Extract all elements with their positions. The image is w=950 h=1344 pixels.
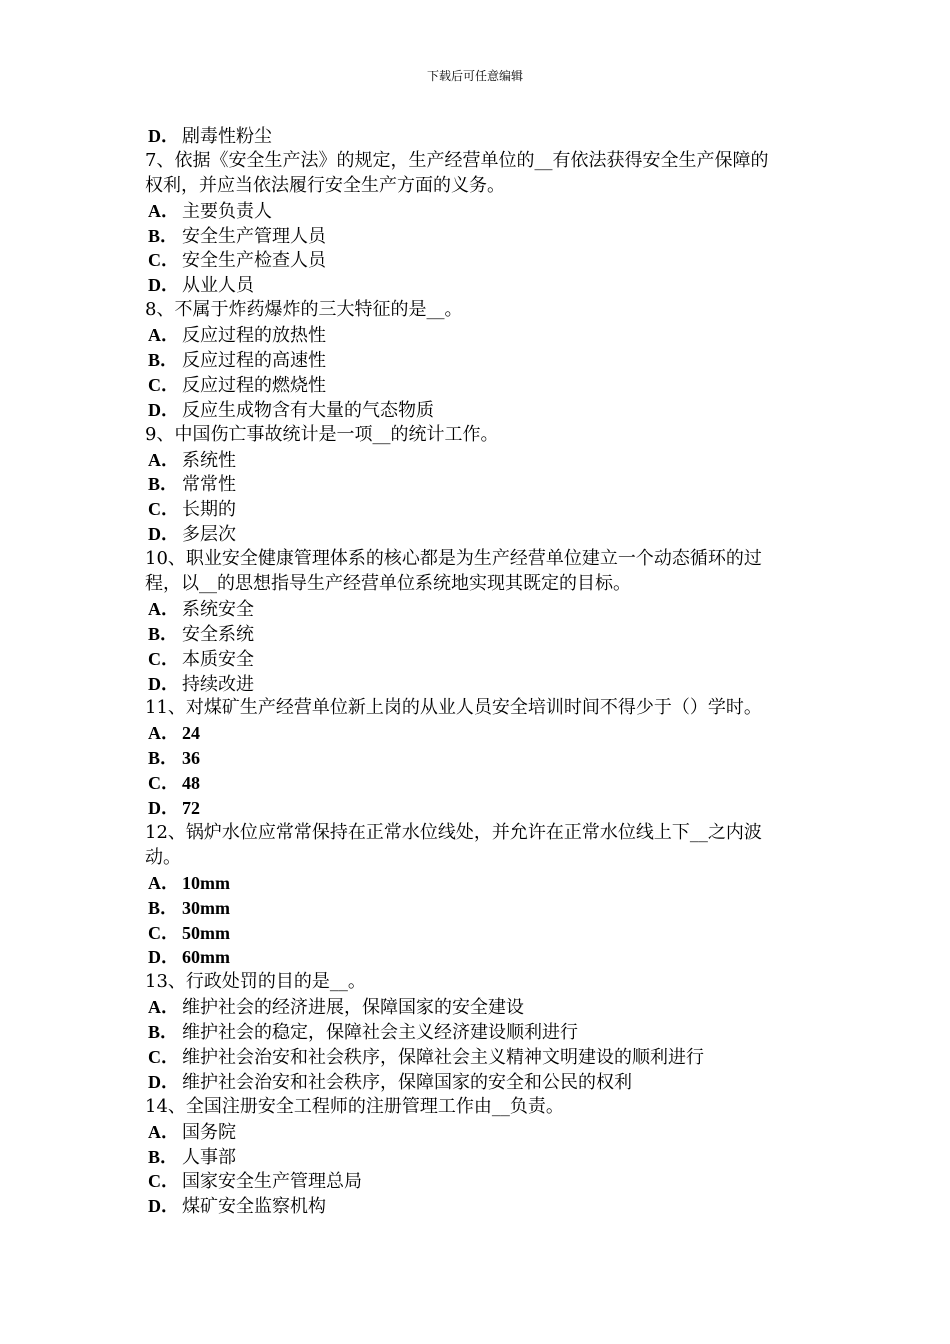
- option-text: 煤矿安全监察机构: [182, 1196, 326, 1218]
- answer-option: [145, 248, 815, 273]
- option-letter: C．: [148, 1171, 179, 1192]
- answer-option: [145, 348, 815, 373]
- answer-option: [145, 323, 815, 348]
- option-letter: C．: [148, 374, 179, 395]
- answer-option: [145, 945, 815, 970]
- option-letter: B．: [148, 1022, 179, 1043]
- option-text: 反应过程的燃烧性: [182, 374, 326, 396]
- answer-option: [145, 771, 815, 796]
- answer-option: [145, 672, 815, 697]
- option-letter: B．: [148, 225, 179, 246]
- option-text: 安全生产检查人员: [182, 250, 326, 272]
- answer-option: [145, 522, 815, 547]
- option-text: 24: [182, 723, 200, 744]
- option-text: 维护社会的经济进展，保障国家的安全建设: [182, 997, 524, 1019]
- option-text: 从业人员: [182, 275, 254, 297]
- option-letter: A．: [148, 449, 179, 470]
- option-text: 36: [182, 748, 200, 769]
- option-text: 持续改进: [182, 673, 254, 695]
- option-letter: A．: [148, 325, 179, 346]
- question-text: 7、依据《安全生产法》的规定，生产经营单位的__有依法获得安全生产保障的: [145, 149, 769, 171]
- option-letter: D．: [148, 126, 179, 146]
- question-text: 13、行政处罚的目的是__。: [145, 971, 366, 993]
- option-text: 维护社会治安和社会秩序，保障社会主义精神文明建设的顺利进行: [182, 1046, 704, 1068]
- answer-option: [145, 224, 815, 249]
- option-letter: A．: [148, 872, 179, 893]
- question-text: 10、职业安全健康管理体系的核心都是为生产经营单位建立一个动态循环的过: [145, 548, 762, 570]
- option-text: 主要负责人: [182, 200, 272, 222]
- answer-option: [145, 1020, 815, 1045]
- answer-option: [145, 472, 815, 497]
- option-letter: B．: [148, 623, 179, 644]
- question-text: 12、锅炉水位应常常保持在正常水位线处，并允许在正常水位线上下__之内波: [145, 821, 762, 843]
- answer-option: [145, 622, 815, 647]
- option-letter: D．: [148, 524, 179, 545]
- question-text: 9、中国伤亡事故统计是一项__的统计工作。: [145, 423, 499, 445]
- option-letter: D．: [148, 798, 179, 819]
- answer-option: [145, 597, 815, 622]
- question-text: 程，以__的思想指导生产经营单位系统地实现其既定的目标。: [145, 573, 631, 595]
- option-text: 人事部: [182, 1146, 236, 1168]
- answer-option: [145, 273, 815, 298]
- option-text: 反应过程的高速性: [182, 350, 326, 372]
- answer-option: [145, 647, 815, 672]
- answer-option: [145, 721, 815, 746]
- answer-option: [145, 896, 815, 921]
- answer-option: [145, 746, 815, 771]
- answer-option: [145, 1045, 815, 1070]
- option-letter: A．: [148, 1121, 179, 1142]
- option-letter: C．: [148, 250, 179, 271]
- answer-option: [145, 921, 815, 946]
- question-text: 8、不属于炸药爆炸的三大特征的是__。: [145, 299, 463, 321]
- answer-option: [145, 124, 815, 149]
- answer-option: [145, 1070, 815, 1095]
- option-text: 30mm: [182, 897, 230, 918]
- option-text: 反应过程的放热性: [182, 325, 326, 347]
- option-letter: D．: [148, 399, 179, 420]
- option-text: 维护社会的稳定，保障社会主义经济建设顺利进行: [182, 1022, 578, 1044]
- answer-option: [145, 1145, 815, 1170]
- option-text: 国家安全生产管理总局: [182, 1171, 362, 1193]
- question-text: 动。: [145, 846, 181, 868]
- option-text: 50mm: [182, 922, 230, 943]
- option-letter: C．: [148, 922, 179, 943]
- option-text: 反应生成物含有大量的气态物质: [182, 399, 434, 421]
- answer-option: [145, 497, 815, 522]
- answer-option: [145, 398, 815, 423]
- option-text: 安全生产管理人员: [182, 225, 326, 247]
- option-letter: D．: [148, 673, 179, 694]
- option-text: 维护社会治安和社会秩序，保障国家的安全和公民的权利: [182, 1071, 632, 1093]
- option-letter: C．: [148, 648, 179, 669]
- answer-option: [145, 199, 815, 224]
- answer-option: [145, 796, 815, 821]
- option-letter: C．: [148, 773, 179, 794]
- option-letter: D．: [148, 275, 179, 296]
- option-letter: D．: [148, 1071, 179, 1092]
- answer-option: [145, 373, 815, 398]
- answer-option: [145, 1194, 815, 1219]
- option-text: 多层次: [182, 524, 236, 546]
- option-letter: A．: [148, 200, 179, 221]
- option-text: 系统性: [182, 449, 236, 471]
- option-letter: C．: [148, 499, 179, 520]
- option-letter: B．: [148, 474, 179, 495]
- page-header-note: 下载后可任意编辑: [426, 69, 523, 83]
- answer-option: [145, 448, 815, 473]
- option-letter: A．: [148, 723, 179, 744]
- option-text: 国务院: [182, 1121, 236, 1143]
- answer-option: [145, 995, 815, 1020]
- option-letter: D．: [148, 947, 179, 968]
- option-text: 常常性: [182, 474, 236, 496]
- option-text: 剧毒性粉尘: [182, 126, 272, 147]
- option-text: 本质安全: [182, 648, 254, 670]
- option-text: 48: [182, 773, 200, 794]
- option-letter: B．: [148, 350, 179, 371]
- option-letter: B．: [148, 897, 179, 918]
- option-letter: A．: [148, 598, 179, 619]
- question-text: 14、全国注册安全工程师的注册管理工作由__负责。: [145, 1095, 564, 1117]
- answer-option: [145, 1120, 815, 1145]
- option-text: 72: [182, 798, 200, 819]
- document-body: [145, 124, 815, 1219]
- option-text: 长期的: [182, 499, 236, 521]
- question-text: 11、对煤矿生产经营单位新上岗的从业人员安全培训时间不得少于（）学时。: [145, 697, 762, 719]
- option-text: 60mm: [182, 947, 230, 968]
- answer-option: [145, 871, 815, 896]
- option-letter: A．: [148, 997, 179, 1018]
- option-letter: B．: [148, 748, 179, 769]
- option-letter: B．: [148, 1146, 179, 1167]
- option-text: 10mm: [182, 872, 230, 893]
- option-letter: C．: [148, 1046, 179, 1067]
- answer-option: [145, 1169, 815, 1194]
- option-text: 安全系统: [182, 623, 254, 645]
- option-text: 系统安全: [182, 598, 254, 620]
- question-text: 权利，并应当依法履行安全生产方面的义务。: [145, 174, 505, 196]
- option-letter: D．: [148, 1196, 179, 1217]
